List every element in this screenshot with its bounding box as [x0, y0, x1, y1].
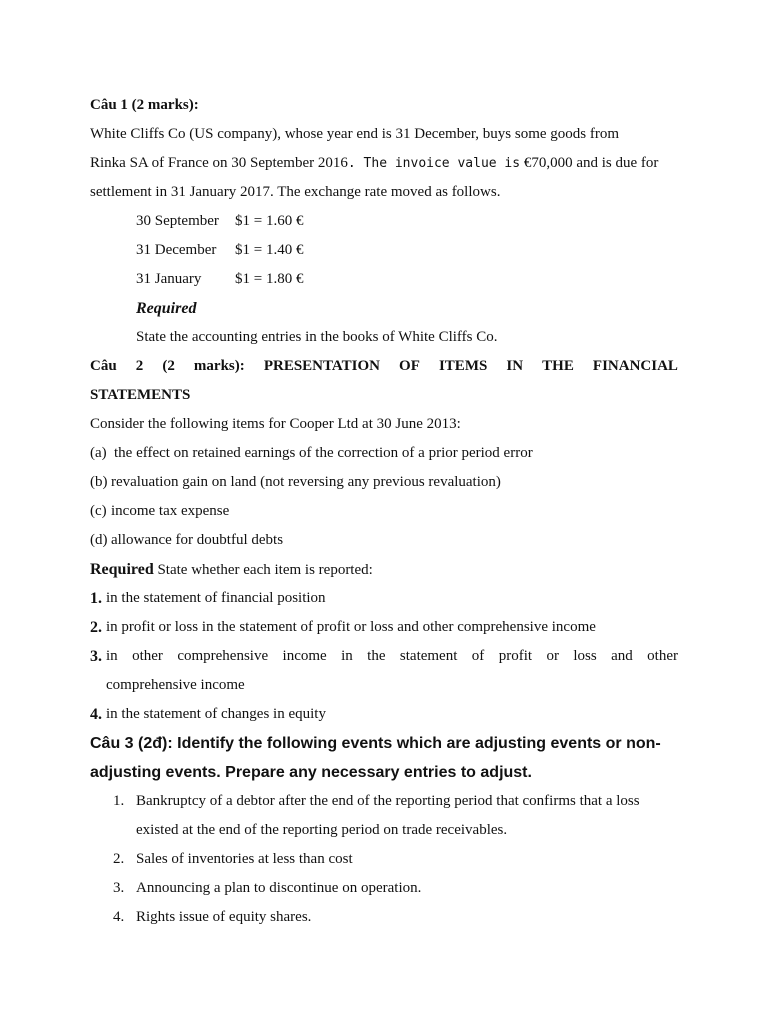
q2-item-text: income tax expense [111, 503, 230, 519]
q3-event-number: 4. [113, 909, 125, 925]
rate-date: 31 December [136, 242, 217, 258]
q2-intro: Consider the following items for Cooper Ltd at 30 June 2013: [90, 416, 461, 432]
q2-item [90, 526, 678, 555]
q3-event-text: Rights issue of equity shares. [136, 909, 312, 925]
q2-required [90, 555, 678, 584]
q2-heading-word: OF [399, 358, 420, 374]
q2-option-word: statement [399, 648, 458, 664]
q2-option-number: 3. [90, 648, 102, 665]
q2-heading-word: ITEMS [438, 358, 488, 374]
rate-value: $1 = 1.60 € [235, 213, 304, 229]
q1-paragraph-line-3: settlement in 31 January 2017. The exchange rate moved as follows. [90, 184, 501, 200]
q2-option-word: the [367, 648, 386, 664]
q2-option [90, 642, 678, 671]
q2-item [90, 468, 678, 497]
q1-paragraph-line-1: White Cliffs Co (US company), whose year end is 31 December, buys some goods from [90, 126, 620, 142]
q2-required-text: State whether each item is reported: [153, 562, 373, 578]
q2-option-word: and [611, 648, 633, 664]
q3-event-text: Sales of inventories at less than cost [136, 851, 353, 867]
q2-required-label: Required [90, 561, 154, 578]
q2-heading-line-2: STATEMENTS [90, 387, 191, 403]
q2-option-continuation: comprehensive income [106, 677, 245, 693]
q2-option-word: or [546, 648, 559, 664]
q2-heading-word: 2 [135, 358, 144, 374]
q3-event [90, 903, 678, 932]
q2-option-text: in the statement of financial position [106, 590, 326, 606]
q2-option-word: other [132, 648, 163, 664]
q3-event-text: Announcing a plan to discontinue on operation. [136, 880, 422, 896]
q3-heading [90, 729, 678, 758]
q2-heading-word: THE [542, 358, 574, 374]
q2-option-text: in the statement of changes in equity [106, 706, 326, 722]
q2-option [90, 700, 678, 729]
q2-item-text: revaluation gain on land (not reversing any previous revaluation) [111, 474, 501, 490]
q2-heading-word: marks): [193, 358, 245, 374]
q2-heading-word: PRESENTATION [263, 358, 380, 374]
q2-item [90, 497, 678, 526]
q2-option-number: 2. [90, 619, 102, 636]
q2-option [90, 584, 678, 613]
q3-event-text: Bankruptcy of a debtor after the end of the reporting period that confirms that a loss [136, 793, 640, 809]
exchange-rate-row [90, 236, 678, 265]
q2-option-word: loss [573, 648, 597, 664]
q3-heading-a: Câu 3 (2đ) [90, 735, 168, 752]
exchange-rate-row [90, 265, 678, 294]
q3-event [90, 845, 678, 874]
q3-event-number: 3. [113, 880, 125, 896]
q3-event-continuation: existed at the end of the reporting period on trade receivables. [136, 822, 508, 838]
q3-heading-line-2: adjusting events. Prepare any necessary entries to adjust. [90, 764, 532, 781]
q1-heading: Câu 1 (2 marks): [90, 97, 199, 113]
q2-heading-word: Câu [90, 358, 117, 374]
q2-option-word: income [282, 648, 327, 664]
q1-required-label: Required [136, 300, 197, 317]
q2-heading-word: FINANCIAL [592, 358, 678, 374]
q2-option-text [106, 642, 678, 671]
q1-paragraph-line-2-a: Rinka SA of France on 30 September 2016 [90, 155, 348, 171]
q3-event-number: 2. [113, 851, 125, 867]
q1-paragraph-line-2-b: . The invoice value is [347, 156, 521, 171]
q2-item-text: the effect on retained earnings of the correction of a prior period error [114, 445, 533, 461]
q2-item [90, 439, 678, 468]
q3-heading-b: : Identify the following events which are adjusting events or non- [167, 735, 661, 752]
q2-item-letter: (c) [90, 503, 107, 519]
rate-date: 30 September [136, 213, 219, 229]
q3-event [90, 874, 678, 903]
q2-item-text: allowance for doubtful debts [111, 532, 284, 548]
exchange-rate-row [90, 207, 678, 236]
q2-option-word: profit [498, 648, 533, 664]
q1-paragraph-line-2 [90, 149, 678, 178]
q2-option-word: in [341, 648, 353, 664]
q3-event-number: 1. [113, 793, 125, 809]
q2-option-word: comprehensive [177, 648, 269, 664]
rate-value: $1 = 1.40 € [235, 242, 304, 258]
q2-item-letter: (a) [90, 445, 107, 461]
document-content [90, 91, 678, 932]
q2-heading-word: (2 [162, 358, 175, 374]
q2-option-text: in profit or loss in the statement of profit or loss and other comprehensive income [106, 619, 596, 635]
q2-option-word: of [471, 648, 485, 664]
q1-paragraph-line-2-c: €70,000 and is due for [520, 155, 659, 171]
q2-heading-word: IN [506, 358, 524, 374]
rate-value: $1 = 1.80 € [235, 271, 304, 287]
q2-item-letter: (d) [90, 532, 108, 548]
q1-required-text: State the accounting entries in the books of White Cliffs Co. [136, 329, 498, 345]
q2-heading [90, 352, 678, 381]
q2-option-word: other [647, 648, 678, 664]
q2-option [90, 613, 678, 642]
q2-option-word: in [106, 648, 118, 664]
q2-item-letter: (b) [90, 474, 108, 490]
q2-option-number: 1. [90, 590, 102, 607]
q3-event [90, 787, 678, 816]
rate-date: 31 January [136, 271, 202, 287]
q2-option-number: 4. [90, 706, 102, 723]
